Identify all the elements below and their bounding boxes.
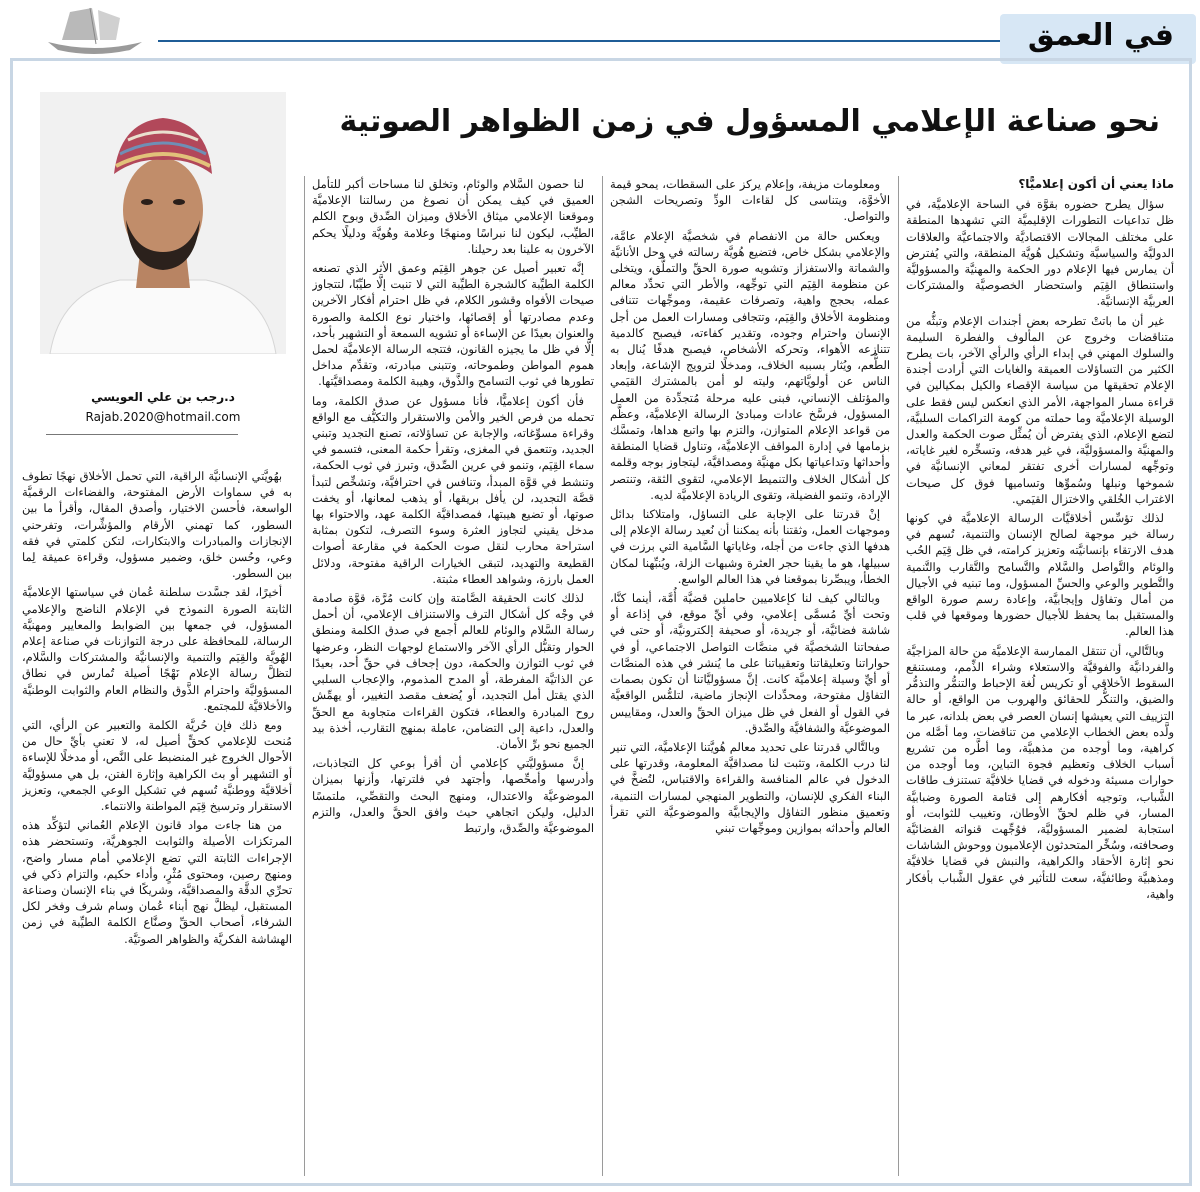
paragraph: وبالتَّالي، أن تنتقل الممارسة الإعلاميَّة من حالة المزاجيَّة والفردانيَّة والفوقيَّة والاستعلاء وشراء الذِّمم، ومستنقع السقوط الأخلاقي أو تكريس لُغة الإحباط والتنمُّر والتذمُّر والضيق، والتنكُّر للحقائق والهروب من الواقع، أو حالة التزييف التي يعيشها إنسان العصر في بعض بلدانه، عبر ما ولَّده بعض الخطاب الإعلامي من تناقضات، وما أصَّله من كراهية، وما أوجده من مذهبيَّة، وما أطَّره من تشريع أسباب الخلاف وتعظيم فجوة التباين، وما أوجده من حوارات مسيئة ودخوله في قضايا خلافيَّة تستنزف طاقات الشَّباب، وتوجيه أفكارهم إلى قتامة الصورة وضبابيَّة المسار، في ظلم لحقِّ الأوطان، وتغييب للثوابت، أو استجابة لضمير المسؤوليَّة، فوُجِّهت قنواته الفضائيَّة وصحافته، وسُخِّر المتحدثون الإعلاميون ووحوش الشاشات نحو إثارة الأحقاد والكراهية، والنبش في قضايا خلافيَّة ومذهبيَّة وطائفيَّة، سعت للتأثير في عقول الشَّباب بأفكار واهية،: [906, 643, 1174, 901]
section-title: في العمق: [1027, 18, 1174, 53]
article-column-4: [22, 468, 292, 1178]
paragraph: من هنا جاءت مواد قانون الإعلام العُماني لتؤكِّد هذه المرتكزات الأصيلة والثوابت الجوهريَّة، وتستحضر هذه الإجراءات الثابتة التي تضع الإعلامي أمام مسار واضح، ومنهج رصين، ومحتوى مُثْرٍ، وأداء حكيم، والتزام ذكي في تحرِّي الدقَّة والمصداقيَّة، وشريكًا في بناء الإنسان وصناعة المستقبل، ليظلَّ نهج أبناء عُمان وسام شرف وفخر لكل الشرفاء، أصحاب الحقِّ وصنَّاع الكلمة الطيِّبة في زمن الهشاشة الفكريَّة والظواهر الصوتيَّة.: [22, 818, 292, 946]
section-banner: [1000, 14, 1196, 64]
article-column-3: [312, 176, 594, 1178]
paragraph: أخيرًا، لقد جسَّدت سلطنة عُمان في سياستها الإعلاميَّة الثابتة الصورة النموذج في الإعلام الناضج والإعلامي المسؤول، في جمعها بين الضوابط والمعايير ومهنيَّة الرسالة، للمحافظة على درجة التوازنات في صناعة إعلام الهُويَّة والقِيَم والتنمية والإنسانيَّة والمشتركات والسَّلام، لتظلَّ رسالة الإعلام نَهْجًا أصيلة تُمارس في نطاق المسؤوليَّة واحترام الذَّوق والنظام العام والثوابت الوطنيَّة والأخلاقيَّة للمجتمع.: [22, 585, 292, 713]
author-photo: [40, 92, 286, 354]
paragraph: لنا حصون السَّلام والوئام، وتخلق لنا مساحات أكبر للتأمل العميق في كيف يمكن أن نصوغ من رسالتنا الإعلاميَّة وموقعنا الإعلامي ميثاق الأخلاق وميزان الصِّدق وبوح الكلم الطيِّب، ليكون لنا نبراسًا ومنهجًا وعلامة وهُويَّة ودليلًا يحكم الآخرون به علينا بعد رحيلنا.: [312, 177, 594, 256]
paragraph: ومعلومات مزيفة، وإعلام يركز على السقطات، يمحو قيمة الأخوَّة، ويتناسى كل لقاءات الودِّ وتصريحات الشجن والتواصل.: [610, 177, 890, 224]
paragraph: سؤال يطرح حضوره بقوَّة في الساحة الإعلاميَّة، في ظل تداعيات التطورات الإقليميَّة التي تشهدها المنطقة على مختلف المجالات الاقتصاديَّة والاجتماعيَّة والعلاقات الدوليَّة والسياسيَّة وتشكيل هُويَّة المنطقة، والتي يُفترض أن يمارس فيها الإعلام دور الحكمة والمهنيَّة والمسؤوليَّة واستنطاق القِيَم واستحضار الخصوصيَّة والمشتركات العربيَّة الإنسانيَّة.: [906, 197, 1174, 309]
paragraph: إنَّ مسؤوليَّتي كإعلامي أن أقرأ بوعي كل التجاذبات، وأدرسها وأمحِّصها، وأجتهد في فلترتها، وأزنها بميزان الموضوعيَّة والاعتدال، ومنهج البحث والتقصِّي، ملتمسًا الدليل، وليكن اتجاهي حيث وافق الحقَّ والعدل، والتزم الموضوعيَّة والصِّدق، وارتبط: [312, 756, 594, 835]
byline: [40, 390, 286, 424]
author-name: د.رجب بن علي العويسي: [91, 390, 235, 404]
header-rule: [158, 40, 1000, 42]
paragraph: بهُويَّتي الإنسانيَّة الراقية، التي تحمل الأخلاق نهجًا تطوف به في سماوات الأرض المفتوحة، والفضاءات الرقميَّة الواسعة، فأحسن الاختيار، وأصدق المقال، وأقرأ ما بين السطور، كما تهمني الأرقام والمؤشِّرات، وتفرحني الإنجازات والمبادرات والابتكارات، لتكن كلمتي في فقه وعي، وحُسن خلق، وضمير مسؤول، وقراءة عميقة لِما بين السطور.: [22, 469, 292, 581]
dhow-logo-icon: [40, 4, 148, 56]
paragraph: إنَّه تعبير أصيل عن جوهر القِيَم وعمق الأثر الذي تصنعه الكلمة الطيِّبة كالشجرة الطيِّبة التي لا تنبت إلَّا طيِّبًا، لتتجاوز صيحات الأفواه وقشور الكلام، في ظل احترام أفكار الآخرين وعدم مصادرتها أو إقصائها، واختيار نوع الكلمة والصورة والعنوان بعيدًا عن الإساءة أو تشويه السمعة أو التشهير بأحد، إلَّا في ظل ما يجيزه القانون، فتتجه الرسالة الإعلاميَّة لحمل هموم المواطن وطموحاته، وتتبنى مبادرته، وتقدِّم مداخل تطورها في ثوب التسامح والذَّوق، وهيبة الكلمة ومصداقيَّتها.: [312, 261, 594, 389]
column-divider: [602, 176, 603, 1176]
paragraph: فأن أكون إعلاميًّا، فأنا مسؤول عن صدق الكلمة، وما تحمله من فرص الخير والأمن والاستقرار والتكيُّف مع الواقع وقراءة مسوِّغاته، والإجابة عن تساؤلاته، تصنع التجديد وتبني الجديد، وتتعمق في المغزى، وتقرأ حكمة المعنى، فتسمو في سماء القِيَم، وتنمو في عرين الصِّدق، وتبرز في ثوب الحكمة، وتنشط في قوَّة المبدأ، وتنافس في احترافيَّة، وتشخِّص لتبدأ قصَّة التجديد، لن يأفل بريقها، أو يذهب لمعانها، أو يخفت صوتها، أو تضيع هيبتها، فمصداقيَّة الكلمة عهد، والاحتواء بها مدخل يقيني لتجاوز العثرة وسوء التصرف، لتكون بمثابة استراحة محارب لنقل صوت الحكمة في مقارعة أصوات القطيعة والتهديد، لتبقى الخيارات الراقية مفتوحة، ودلائل العمل بارزة، وشواهد العطاء مثبتة.: [312, 393, 594, 586]
author-email: Rajab.2020@hotmail.com: [85, 410, 241, 424]
article-headline: نحو صناعة الإعلامي المسؤول في زمن الظواهر الصوتية: [339, 104, 1160, 139]
paragraph: لذلك تؤسِّس أخلاقيَّات الرسالة الإعلاميَّة في كونها رسالة خير موجهة لصالح الإنسان والتنمية، تُسهم في هدف الارتقاء بإنسانيَّته وتعزيز كرامته، في ظل قِيَم الحُب والوئام والتَّواصل والسَّلام والتَّسامح والتَّقارب والتَّنمية والتَّطوير والوعي والحسِّ المسؤول، وما تبنيه في الأجيال من أمال وتفاؤل وإيجابيَّة، وإعادة رسم صورة الواقع والمستقبل بما يحفظ للأجيال حضورها وموقعها في قلب هذا العالم.: [906, 511, 1174, 639]
byline-divider: [46, 434, 238, 435]
paragraph: إنْ قدرتنا على الإجابة على التساؤل، وامتلاكنا بدائل وموجهات العمل، وثقتنا بأنه يمكننا أن نُعيد رسالة الإعلام إلى هدفها الذي جاءت من أجله، وغاياتها السَّامية التي برزت في سبيلها، هو ما يقينا حجر العثرة وشبهات الزلة، ويُنبِّهنا لمكان الخطأ، ويبصِّرنا بموقعنا في هذا العالم الواسع.: [610, 507, 890, 586]
column-subheading: ماذا يعني أن أكون إعلاميًّا؟: [1018, 177, 1174, 191]
paragraph: غير أن ما باتتْ تطرحه بعض أجندات الإعلام وتبثُّه من متناقضات وخروج عن المألوف والفطرة السليمة والسلوك المهني في إبداء الرأي والرأي الآخر، بات يطرح الكثير من التساؤلات العميقة والغايات التي أرادت أجندة الإعلام تحقيقها من سياسة الإقصاء والكيل بمكيالين في قراءة مسار المواجهة، الأمر الذي انعكس ليس فقط على الوسيلة الإعلاميَّة وما حملته من كومة التراكمات السلبيَّة، لتضع الإعلام، الذي يفترض أن يُمثِّل صوت الحكمة والعدل والمهنيَّة والمسؤوليَّة، في غير هدفه، وتسخِّره لغير غاياته، وتوجِّهه لمسارات أخرى تفتقر لمعاني الإنسانيَّة في شموخها ونبلها وسُموِّها وتساميها فوق كل صيحات الاغتراب الخُلقي والاختزال القيَمي.: [906, 313, 1174, 506]
column-divider: [304, 176, 305, 1176]
column-divider: [898, 176, 899, 1176]
paragraph: لذلك كانت الحقيقة الصَّامتة وإن كانت مُرَّة، قوَّة صادمة في وجْه كل أشكال الترف والاستنزاف الإعلامي، أن أحمل رسالة السَّلام والوئام للعالم أجمع في صدق الكلمة ومنطق الحوار وتقبُّل الرأي الآخر والاستماع لوجهات النظر، وعرضها في ثوب التوازن والحكمة، دون إجحاف في حقِّ أحد، بعيدًا عن الذاتيَّة المفرطة، أو المدح المذموم، والإعجاب السلبي الذي يقتل أمل التجديد، أو يُضعف مقصد التغيير، أو يهمِّش روح المبادرة والعطاء، فتكون القراءات متجاوبة مع الحقِّ والعدل، داعية إلى التضامن، عاملة بمنهج التقارب، أخذة بيد الجميع نحو برِّ الأمان.: [312, 591, 594, 751]
paragraph: ومع ذلك فإن حُريَّة الكلمة والتعبير عن الرأي، التي مُنحت للإعلامي كحقٍّ أصيل له، لا تعني بأيِّ حال من الأحوال الخروج غير المنضبط على النَّص، أو مدخلًا للإساءة أو التشهير أو بث الكراهية وإثارة الفتن، بل هي مسؤوليَّة أخلاقيَّة ووطنيَّة تُسهم في تشكيل الوعي الجمعي، وتعزيز الاستقرار وترسيخ قِيَم المواطنة والانتماء.: [22, 718, 292, 814]
article-column-2: [610, 176, 890, 1178]
article-column-1: [906, 176, 1174, 1178]
paragraph: وبالتَّالي قدرتنا على تحديد معالم هُويَّتنا الإعلاميَّة، التي تنير لنا درب الكلمة، وتثبت لنا مصداقيَّة المعلومة، وقدرتها على الدخول في عالم المنافسة والقراءة والاقتباس، لتُضخَّ في البناء الفكري للإنسان، والتطوير المنهجي لمسارات التنمية، وتعميق منظور التفاؤل والإيجابيَّة والموضوعيَّة التي تقرأ العالم وأحداثه بموازين وموجِّهات تبني: [610, 739, 890, 835]
paragraph: ويعكس حالة من الانفصام في شخصيَّة الإعلام عامَّة، والإعلامي بشكل خاص، فتضيع هُويَّة رسالته في وحل الأنانيَّة والشماتة والاستفزاز وتشويه صورة الحقِّ والتملُّق، ويتخلى عن منظومة القِيَم التي توجِّهه، والأطر التي تحدِّد معالم عمله، بحجج واهية، وتصرفات عقيمة، وموجِّهات تتنافى ومنظومة الأخلاق والقِيَم، وتتجافى ومسارات العمل من أجل الإنسان واحترام وجوده، وتقدير كفاءته، فيصبح كالدمية تتنازعه الأهواء، وتحركه الأشخاص، فيصبح هدفًا يُنال به الطُّعم، ويُثار بسببه الخلاف، ومدخلًا لترويج الإشاعة، وإبعاد الناس عن أولويَّاتهم، وليته لو أمن بالمشترك القيَمي والمؤتلف الإنساني، فبنى عليه مرحلة مُتجدِّدة من العمل المسؤول، فرسَّخ عادات ومبادئ الرسالة الإعلاميَّة، وعظَّم من قواعد الإعلام المتوازن، والتزم بها واتبع هداها، وتمسَّك بزمامها في إدارة المواقف الإعلاميَّة، وتناول قضايا المنطقة وأحداثها وتداعياتها بكل مهنيَّة ومصداقيَّة، ليتجاوز بوجه وقلمه كل أشكال الخلاف والتنميط الإعلامي، لتقوى الثقة، وتنتصر الإرادة، وتنمو الفضيلة، وتقوى الريادة الإعلاميَّة لديه.: [610, 228, 890, 502]
paragraph: وبالتالي كيف لنا كإعلاميين حاملين قضيَّة أُمَّة، أينما كنَّا، وتحت أيِّ مُسمَّى إعلامي، وفي أيِّ موقع، في إذاعة أو شاشة فضائيَّة، أو جريدة، أو صحيفة إلكترونيَّة، أو حتى في صفحاتنا الشخصيَّة في منصَّات التواصل الاجتماعي، أو في حواراتنا وتعليقاتنا وتعقيباتنا على ما يُنشر في هذه المنصَّات أو أيِّ وسيلة إعلاميَّة كانت. إنَّ مسؤوليَّاتنا أن تكون بصمات التفاؤل مفتوحة، ومحدِّدات الإنجاز ماضية، لتلمُّس الواقعيَّة في القول أو الفعل في ظل ميزان الحقِّ والعدل، ومقاييس الموضوعيَّة والشفافيَّة والصِّدق.: [610, 591, 890, 735]
